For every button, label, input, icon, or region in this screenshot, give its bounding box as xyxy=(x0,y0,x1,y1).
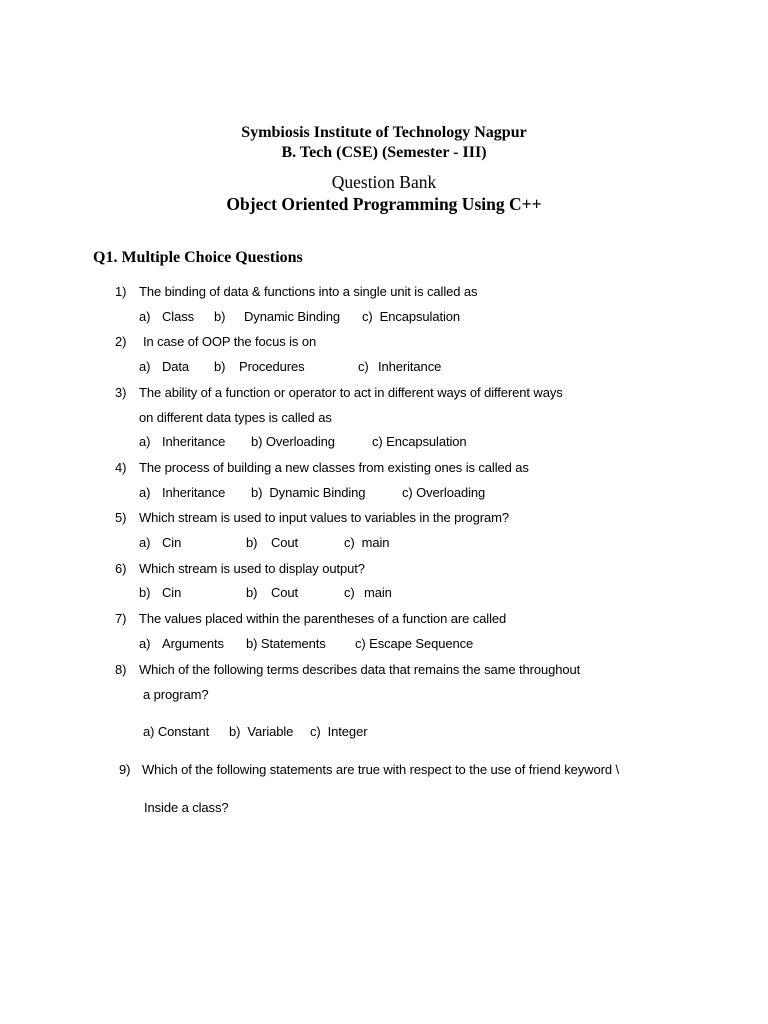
question-text: The values placed within the parentheses of a function are called xyxy=(139,611,507,626)
option-label: c) xyxy=(344,585,355,600)
question-text: Which of the following terms describes data that remains the same throughout xyxy=(139,662,581,677)
option-label: a) xyxy=(139,309,151,324)
option-text: c) Integer xyxy=(310,724,368,739)
option-label: c) xyxy=(358,359,369,374)
institute-name: Symbiosis Institute of Technology Nagpur xyxy=(241,124,527,141)
option-text: c) main xyxy=(344,535,390,550)
question-number: 1) xyxy=(115,284,127,299)
option-label: b) xyxy=(246,585,258,600)
option-text: b) Dynamic Binding xyxy=(251,485,366,500)
option-text: c) Encapsulation xyxy=(372,434,467,449)
question-text: Which stream is used to display output? xyxy=(139,561,365,576)
question-text: The ability of a function or operator to act in different ways of different ways xyxy=(139,385,563,400)
question-number: 9) xyxy=(119,762,131,777)
question-number: 5) xyxy=(115,510,127,525)
option-label: b) xyxy=(246,535,258,550)
option-label: a) xyxy=(139,434,151,449)
subject-title: Object Oriented Programming Using C++ xyxy=(226,194,542,214)
course-title: B. Tech (CSE) (Semester - III) xyxy=(281,144,487,161)
option-label: a) xyxy=(139,485,151,500)
option-text: c) Encapsulation xyxy=(362,309,461,324)
option-text: Cin xyxy=(162,585,182,600)
option-text: Inheritance xyxy=(162,434,226,449)
option-text: Inheritance xyxy=(378,359,442,374)
option-text: main xyxy=(364,585,392,600)
option-text: Procedures xyxy=(239,359,305,374)
document-type: Question Bank xyxy=(331,172,437,192)
question-number: 3) xyxy=(115,385,127,400)
option-text: Cout xyxy=(271,535,299,550)
question-text: Which stream is used to input values to variables in the program? xyxy=(139,510,509,525)
option-text: b) Statements xyxy=(246,636,326,651)
question-text: The binding of data & functions into a single unit is called as xyxy=(139,284,478,299)
section-heading: Q1. Multiple Choice Questions xyxy=(93,249,303,266)
option-text: Arguments xyxy=(162,636,224,651)
option-text: Inheritance xyxy=(162,485,226,500)
question-number: 6) xyxy=(115,561,127,576)
option-text: Data xyxy=(162,359,190,374)
option-text: Cin xyxy=(162,535,182,550)
option-text: c) Overloading xyxy=(402,485,486,500)
option-text: a) Constant xyxy=(143,724,210,739)
option-text: Cout xyxy=(271,585,299,600)
question-text: The process of building a new classes from existing ones is called as xyxy=(139,460,529,475)
option-label: a) xyxy=(139,636,151,651)
option-text: b) Variable xyxy=(229,724,294,739)
question-text: a program? xyxy=(143,687,209,702)
option-text: b) Overloading xyxy=(251,434,335,449)
option-text: Dynamic Binding xyxy=(244,309,341,324)
option-text: c) Escape Sequence xyxy=(355,636,474,651)
question-number: 2) xyxy=(115,334,127,349)
question-text: In case of OOP the focus is on xyxy=(143,334,317,349)
option-label: b) xyxy=(214,309,226,324)
question-text: Which of the following statements are true with respect to the use of friend keyword \ xyxy=(142,762,619,777)
question-text: on different data types is called as xyxy=(139,410,332,425)
option-label: b) xyxy=(214,359,226,374)
question-number: 4) xyxy=(115,460,127,475)
question-number: 8) xyxy=(115,662,127,677)
option-label: a) xyxy=(139,535,151,550)
option-label: a) xyxy=(139,359,151,374)
option-text: Class xyxy=(162,309,195,324)
question-text: Inside a class? xyxy=(144,800,229,815)
question-number: 7) xyxy=(115,611,127,626)
option-label: b) xyxy=(139,585,151,600)
